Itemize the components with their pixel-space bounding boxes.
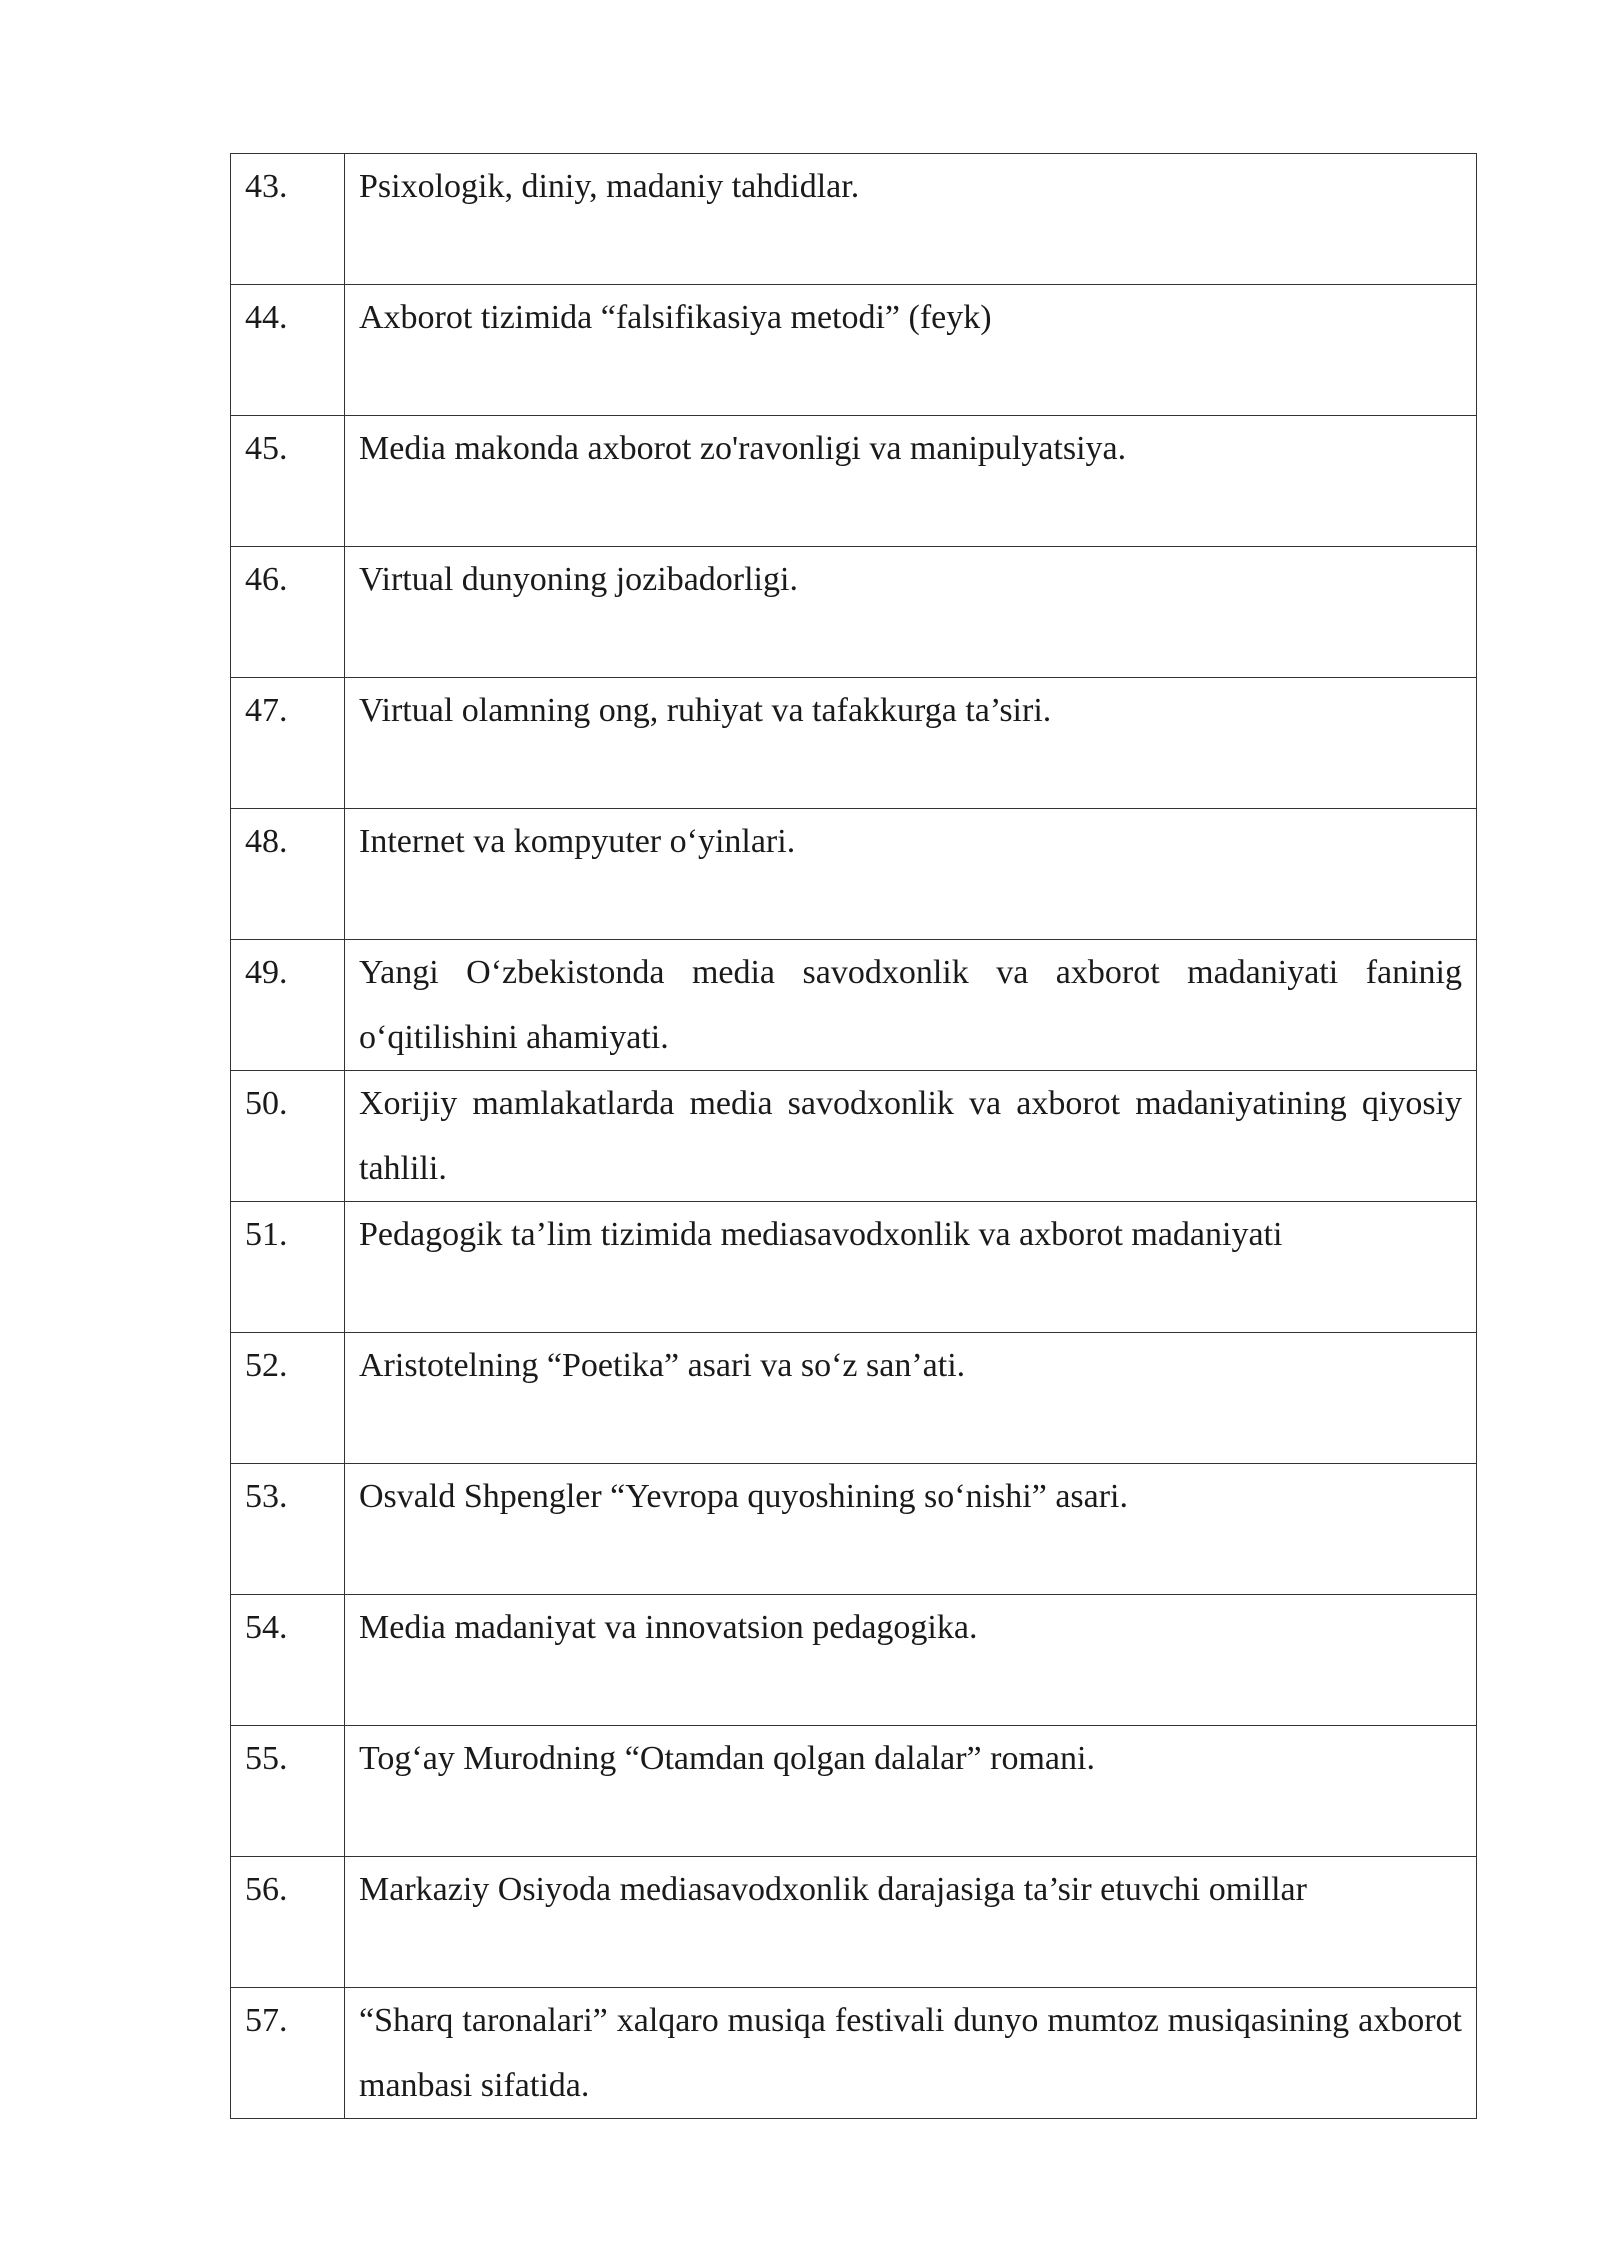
row-topic: “Sharq taronalari” xalqaro musiqa festivali dunyo mumtoz musiqasining axborot manbasi sifatida.	[345, 1988, 1477, 2119]
row-number: 56.	[231, 1857, 345, 1988]
row-topic: Axborot tizimida “falsifikasiya metodi” (feyk)	[345, 285, 1477, 416]
topics-table	[230, 153, 1477, 2119]
table-row	[231, 416, 1477, 547]
row-topic: Internet va kompyuter o‘yinlari.	[345, 809, 1477, 940]
row-topic: Markaziy Osiyoda mediasavodxonlik darajasiga ta’sir etuvchi omillar	[345, 1857, 1477, 1988]
row-topic: Virtual olamning ong, ruhiyat va tafakkurga ta’siri.	[345, 678, 1477, 809]
row-number: 43.	[231, 154, 345, 285]
row-number: 45.	[231, 416, 345, 547]
row-topic: Aristotelning “Poetika” asari va so‘z san’ati.	[345, 1333, 1477, 1464]
row-number: 55.	[231, 1726, 345, 1857]
table-row	[231, 285, 1477, 416]
row-topic: Tog‘ay Murodning “Otamdan qolgan dalalar” romani.	[345, 1726, 1477, 1857]
row-topic: Yangi O‘zbekistonda media savodxonlik va axborot madaniyati faninig o‘qitilishini ahamiyati.	[345, 940, 1477, 1071]
table-row	[231, 678, 1477, 809]
table-row	[231, 940, 1477, 1071]
row-number: 53.	[231, 1464, 345, 1595]
table-row	[231, 1464, 1477, 1595]
table-row	[231, 547, 1477, 678]
table-row	[231, 1202, 1477, 1333]
row-number: 47.	[231, 678, 345, 809]
table-row	[231, 154, 1477, 285]
row-topic: Pedagogik ta’lim tizimida mediasavodxonlik va axborot madaniyati	[345, 1202, 1477, 1333]
row-topic: Osvald Shpengler “Yevropa quyoshining so‘nishi” asari.	[345, 1464, 1477, 1595]
row-topic: Media makonda axborot zo'ravonligi va manipulyatsiya.	[345, 416, 1477, 547]
row-topic: Xorijiy mamlakatlarda media savodxonlik va axborot madaniyatining qiyosiy tahlili.	[345, 1071, 1477, 1202]
row-number: 44.	[231, 285, 345, 416]
table-row	[231, 1988, 1477, 2119]
row-number: 57.	[231, 1988, 345, 2119]
row-number: 50.	[231, 1071, 345, 1202]
row-number: 54.	[231, 1595, 345, 1726]
row-number: 51.	[231, 1202, 345, 1333]
row-topic: Psixologik, diniy, madaniy tahdidlar.	[345, 154, 1477, 285]
table-row	[231, 1595, 1477, 1726]
table-row	[231, 1333, 1477, 1464]
row-topic: Media madaniyat va innovatsion pedagogika.	[345, 1595, 1477, 1726]
row-number: 48.	[231, 809, 345, 940]
table-row	[231, 1857, 1477, 1988]
row-number: 49.	[231, 940, 345, 1071]
table-row	[231, 1071, 1477, 1202]
table-row	[231, 809, 1477, 940]
row-number: 52.	[231, 1333, 345, 1464]
row-number: 46.	[231, 547, 345, 678]
row-topic: Virtual dunyoning jozibadorligi.	[345, 547, 1477, 678]
table-row	[231, 1726, 1477, 1857]
